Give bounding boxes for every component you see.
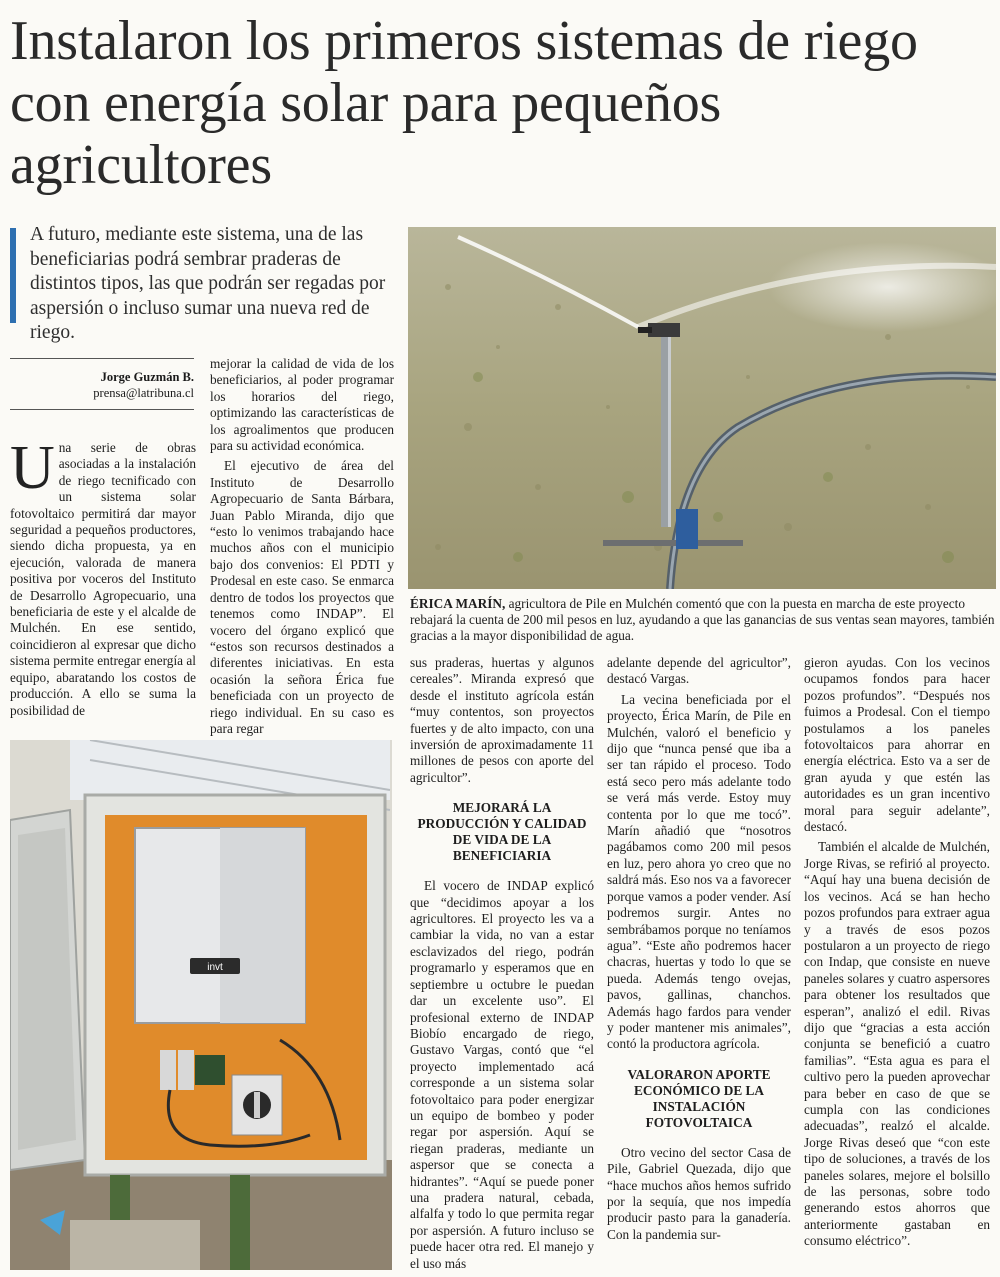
article-p5-part1: Otro vecino del sector Casa de Pile, Gabriel Quezada, dijo que “hace muchos años hemos sufrido por la sequía, que nos impedía producir pasto para la ganadería. Con la pandemia sur- xyxy=(607,1144,791,1242)
subheading-1: MEJORARÁ LA PRODUCCIÓN Y CALIDAD DE VIDA DE LA BENEFICIARIA xyxy=(417,800,587,864)
inverter-cabinet-photo xyxy=(10,740,392,1270)
lede: A futuro, mediante este sistema, una de las beneficiarias podrá sembrar praderas de distintos tipos, las que podrán ser regadas por aspersión o incluso sumar una nueva red de riego. xyxy=(30,224,386,343)
sprinkler-photo xyxy=(408,227,996,589)
article-p3-part2: adelante depende del agricultor”, destacó Vargas. xyxy=(607,655,791,687)
photo-caption xyxy=(410,596,995,644)
lede-accent-bar xyxy=(10,228,16,323)
subheading-2: VALORARON APORTE ECONÓMICO DE LA INSTALACIÓN FOTOVOLTAICA xyxy=(627,1066,771,1130)
dropcap: U xyxy=(10,434,55,502)
caption-text: agricultora de Pile en Mulchén comentó que con la puesta en marcha de este proyecto rebajará la cuenta de 200 mil pesos en luz, ayudando a que las ganancias de sus ventas sean mayores, también gracias a la mayor disponibilidad de agua. xyxy=(410,596,995,643)
article-p2-part1: El ejecutivo de área del Instituto de Desarrollo Agropecuario de Santa Bárbara, Juan Pablo Miranda, dijo que “esto lo venimos trabajando hace muchos años con el municipio bajo dos convenios: El PDTI y Prodesal en este caso. Se enmarca dentro de todos los proyectos que tenemos como INDAP”. El vocero del órgano explicó que “estos son recursos destinados a diferentes iniciativas. En esta ocasión la señora Érica fue beneficiada con un proyecto de riego individual. En su caso es para regar xyxy=(210,458,394,736)
article-paragraph-4: La vecina beneficiada por el proyecto, Érica Marín, de Pile en Mulchén, valoró el beneficio y dijo que “nunca pensé que iba a ser tan rápido el proceso. Todo está seco pero más adelante todo se verá más verde. Estoy muy contenta por lo que me tocó”. Marín añadió que “nosotros pagábamos como 200 mil pesos en luz, pero ahora yo creo que no saldrá más. Eso nos va a favorecer porque vamos a poder vender. Así podremos surgir. Antes no sembrábamos porque no teníamos agua”. “Este año podremos hacer chacras, huertas y todo lo que se pueda. Además tengo ovejas, pavos, gallinas, chanchos. Además hago fardos para vender y poder mantener mis animales”, contó la productora agrícola. xyxy=(607,691,791,1052)
caption-name: ÉRICA MARÍN, xyxy=(410,596,506,611)
article-p2-part2: sus praderas, huertas y algunos cereales”. Miranda expresó que desde el instituto agrícola están “muy contentos, son proyectos fuertes y de alto impacto, con una inversión de aproximadamente 11 millones de pesos con aporte del agricultor”. xyxy=(410,655,594,785)
article-column-5 xyxy=(804,655,990,1254)
article-p1-continued: mejorar la calidad de vida de los beneficiarios, al poder programar los horarios del riego, optimizando las características de los agroalimentos que producen para su actividad económica. xyxy=(210,356,394,454)
inverter-cabinet-illustration xyxy=(10,740,392,1270)
article-paragraph-1 xyxy=(10,434,196,719)
article-p5-part2: gieron ayudas. Con los vecinos ocupamos fondos para hacer pozos profundos”. “Después nos fuimos a Prodesal. Con el tiempo postulamos a los paneles fotovoltaicos para ahorrar en energía eléctrica. Esto va a ser de gran ayuda y que estén las autoridades es un gran incentivo moral para seguir adelante”, destacó. xyxy=(804,655,990,835)
author-name: Jorge Guzmán B. xyxy=(100,370,194,384)
headline: Instalaron los primeros sistemas de riego con energía solar para pequeños agricultores xyxy=(10,10,918,196)
article-column-4 xyxy=(607,655,791,1247)
article-p3-part1: El vocero de INDAP explicó que “decidimos apoyar a los agricultores. El proyecto les va a cambiar la vida, no van a estar esclavizados del riego, podrán programarlo y esperamos que en septiembre u octubre le puedan dar un excelente uso”. El profesional externo de INDAP Biobío encargado de riego, Gustavo Vargas, contó que “el proyecto implementado acá corresponde a un sistema solar fotovoltaico para poder energizar un equipo de bombeo y poder regar por aspersión. Aquí se riegan praderas, mediante un aspersor que se conecta a hidrantes”. “Aquí se puede poner una pradera natural, cebada, alfalfa y todo lo que permita regar por aspersión. A futuro incluso se puede hacer otra red. El manejo y el uso más xyxy=(410,878,594,1271)
sprinkler-illustration xyxy=(408,227,996,589)
article-column-2 xyxy=(210,356,394,741)
article-paragraph-6: También el alcalde de Mulchén, Jorge Rivas, se refirió al proyecto. “Aquí hay una buena decisión de los vecinos. Acá se han hecho pozos profundos para extraer agua y a través de esos pozos postularon a un proyecto de riego con Indap, que consiste en nueve paneles solares y cuatro aspersores para obtener los resultados que esperan”, analizó el edil. Rivas dijo que “gracias a esta acción conjunta se benefició a cuatro familias”. “Esta agua es para el cultivo pero la pueden aprovechar para beber en caso de que se cumpla con las condiciones adecuadas”, realzó el alcalde. Jorge Rivas deseó que “con este tipo de soluciones, a través de los paneles solares, mejore el bolsillo de las personas, sobre todo generando estos ahorros que anteriormente gastaban en consumo eléctrico”. xyxy=(804,839,990,1249)
article-p1-text: na serie de obras asociadas a la instalación de riego tecnificado con un sistema solar fotovoltaico permitirá dar mayor seguridad a pequeños productores, siendo dicha propuesta, ya en ejecución, valorada de manera positiva por voceros del Instituto de Desarrollo Agropecuario, una beneficiaria de este y el alcalde de Mulchén. En ese sentido, coincidieron al expresar que dicho sistema permite entregar energía al equipo, abaratando los costos de producción. A ello se suma la posibilidad de xyxy=(10,440,196,718)
article-column-3 xyxy=(410,655,594,1276)
byline xyxy=(10,358,194,410)
article-column-1 xyxy=(10,434,196,723)
inverter-logo: invt xyxy=(207,962,223,973)
author-email[interactable]: prensa@latribuna.cl xyxy=(93,386,194,400)
